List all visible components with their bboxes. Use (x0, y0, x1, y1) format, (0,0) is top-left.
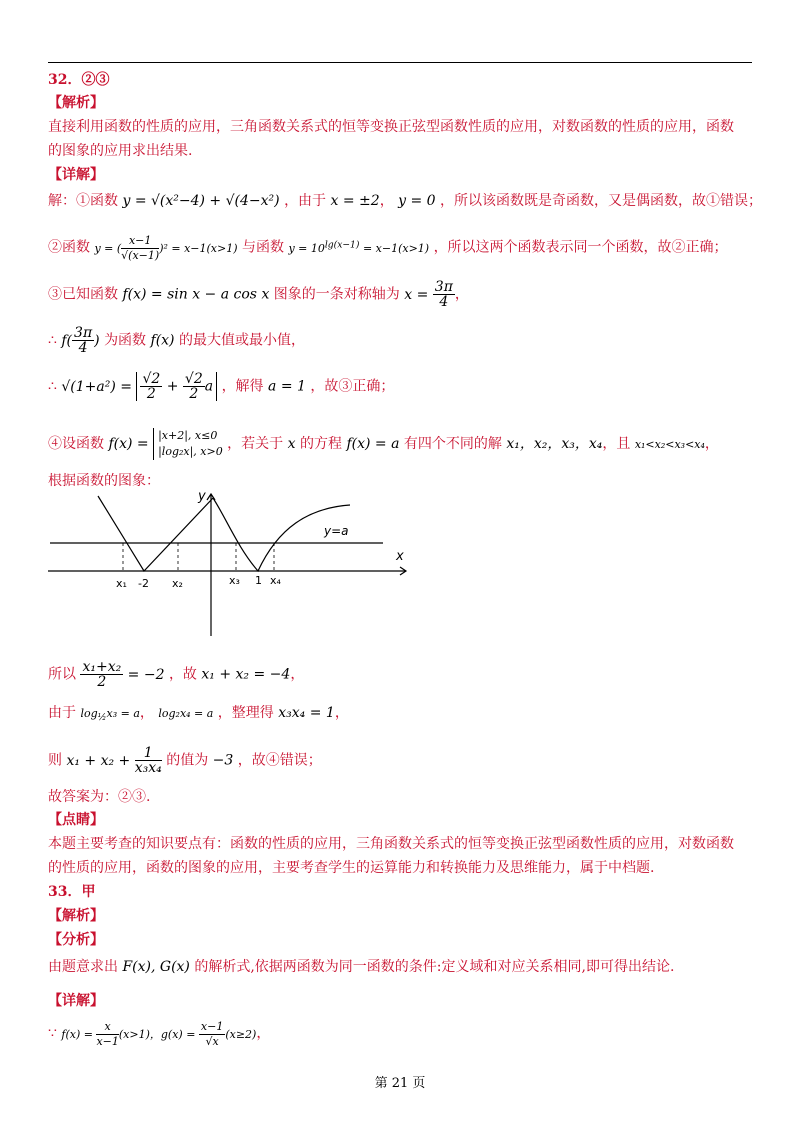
q32-line-2: ②函数 y = ( $\frac{x-1}{√(x-1)}$ )² = x−1(x>1) 与函数 $y = 10^{lg(x-1)} = x-1(x>1)$ ，所以这两个函数表示同一个函数，故②正确； (48, 234, 728, 262)
curve-left (98, 496, 213, 571)
formula-2a: y = ( $\frac{x-1}{√(x-1)}$ )² = x−1(x>1) (94, 234, 238, 262)
q32-line-5: ∴ √(1+a²) = $\frac{√2}{2}$ + $\frac{√2}{2}$ a ，解得 a = 1 ，故③正确； (48, 371, 395, 402)
function-graph (48, 488, 418, 640)
q32-dianjing-text-2: 的性质的应用，函数的图象的应用，主要考查学生的运算能力和转换能力及思维能力，属于中档题. (48, 860, 655, 876)
q33-fenxi-label: 【分析】 (48, 932, 104, 948)
formula-3: f(x) = sin x − a cos x (122, 286, 270, 303)
formula-1: y = √(x²−4) + √(4−x²) (122, 193, 280, 209)
piecewise-brace: |x+2|, x≤0 |log₂x|, x>0 (153, 428, 223, 460)
tick-x4: x₄ (270, 574, 281, 587)
formula-2b: $y = 10^{lg(x-1)} = x-1(x>1)$ (288, 238, 430, 255)
q32-dianjing-text-1: 本题主要考查的知识要点有：函数的性质的应用，三角函数关系式的恒等变换正弦型函数性质的应用，对数函数 (48, 836, 734, 852)
q32-line-9: 由于 $\log_{\frac{1}{2}}x_3 = a$， log₂x₄ = a ，整理得 x₃x₄ = 1， (48, 705, 349, 724)
q32-line-3: ③已知函数 f(x) = sin x − a cos x 图象的一条对称轴为 x = $\frac{3\pi}{4}$ ， (48, 279, 469, 310)
x-axis-label: x (396, 549, 404, 564)
tick-x3: x₃ (229, 574, 240, 587)
q32-line-4: ∴ f( $\frac{3\pi}{4}$ ) 为函数 f(x) 的最大值或最小值， (48, 325, 305, 356)
q33-xiangjie-label: 【详解】 (48, 993, 104, 1009)
line-label: y=a (324, 524, 349, 538)
q32-line-7: 根据函数的图象： (48, 473, 160, 489)
q33-heading: 33．甲 (48, 884, 96, 900)
q32-answer: 故答案为：②③. (48, 789, 151, 805)
q32-line-10: 则 x₁ + x₂ + $\frac{1}{\text{x₃x₄}}$ 的值为 −3 ，故④错误； (48, 745, 322, 776)
tick-neg2: -2 (138, 577, 149, 590)
q33-fenxi-text: 由题意求出 F(x), G(x) 的解析式,依据两函数为同一函数的条件:定义域和对应关系相同,即可得出结论. (48, 959, 675, 975)
q32-xiangjie-label: 【详解】 (48, 167, 104, 183)
y-axis-label: y (198, 489, 206, 504)
tick-x2: x₂ (172, 577, 183, 590)
q32-jiexi-text-1: 直接利用函数的性质的应用，三角函数关系式的恒等变换正弦型函数性质的应用，对数函数的性质的应用，函数 (48, 119, 734, 135)
q32-dianjing-label: 【点睛】 (48, 812, 104, 828)
q32-line-6: ④设函数 f(x) = |x+2|, x≤0 |log₂x|, x>0 ，若关于 x 的方程 f(x) = a 有四个不同的解 x₁，x₂，x₃，x₄，且 x₁<x₂<x₃<x₄， (48, 429, 719, 458)
q33-jiexi-label: 【解析】 (48, 908, 104, 924)
top-rule (48, 62, 752, 63)
tick-x1: x₁ (116, 577, 127, 590)
q32-line-1: 解：①函数 y = √(x²−4) + √(4−x²) ，由于 x = ±2， y = 0 ，所以该函数既是奇函数，又是偶函数，故①错误； (48, 193, 763, 209)
q32-jiexi-text-2: 的图象的应用求出结果. (48, 143, 193, 159)
page-footer: 第 21 页 (374, 1076, 426, 1091)
tick-1: 1 (255, 574, 262, 587)
q32-heading: 32．②③ (48, 72, 110, 88)
q32-line-8: 所以 $\frac{\text{x₁+x₂}}{2}$ = −2 ，故 x₁ + x₂ = −4， (48, 659, 305, 690)
q33-line-1: ∵ f(x) = $\frac{x}{x-1}$ (x>1)，g(x) = $\frac{x-1}{√x}$ (x≥2)， (48, 1020, 271, 1048)
q32-jiexi-label: 【解析】 (48, 95, 104, 111)
